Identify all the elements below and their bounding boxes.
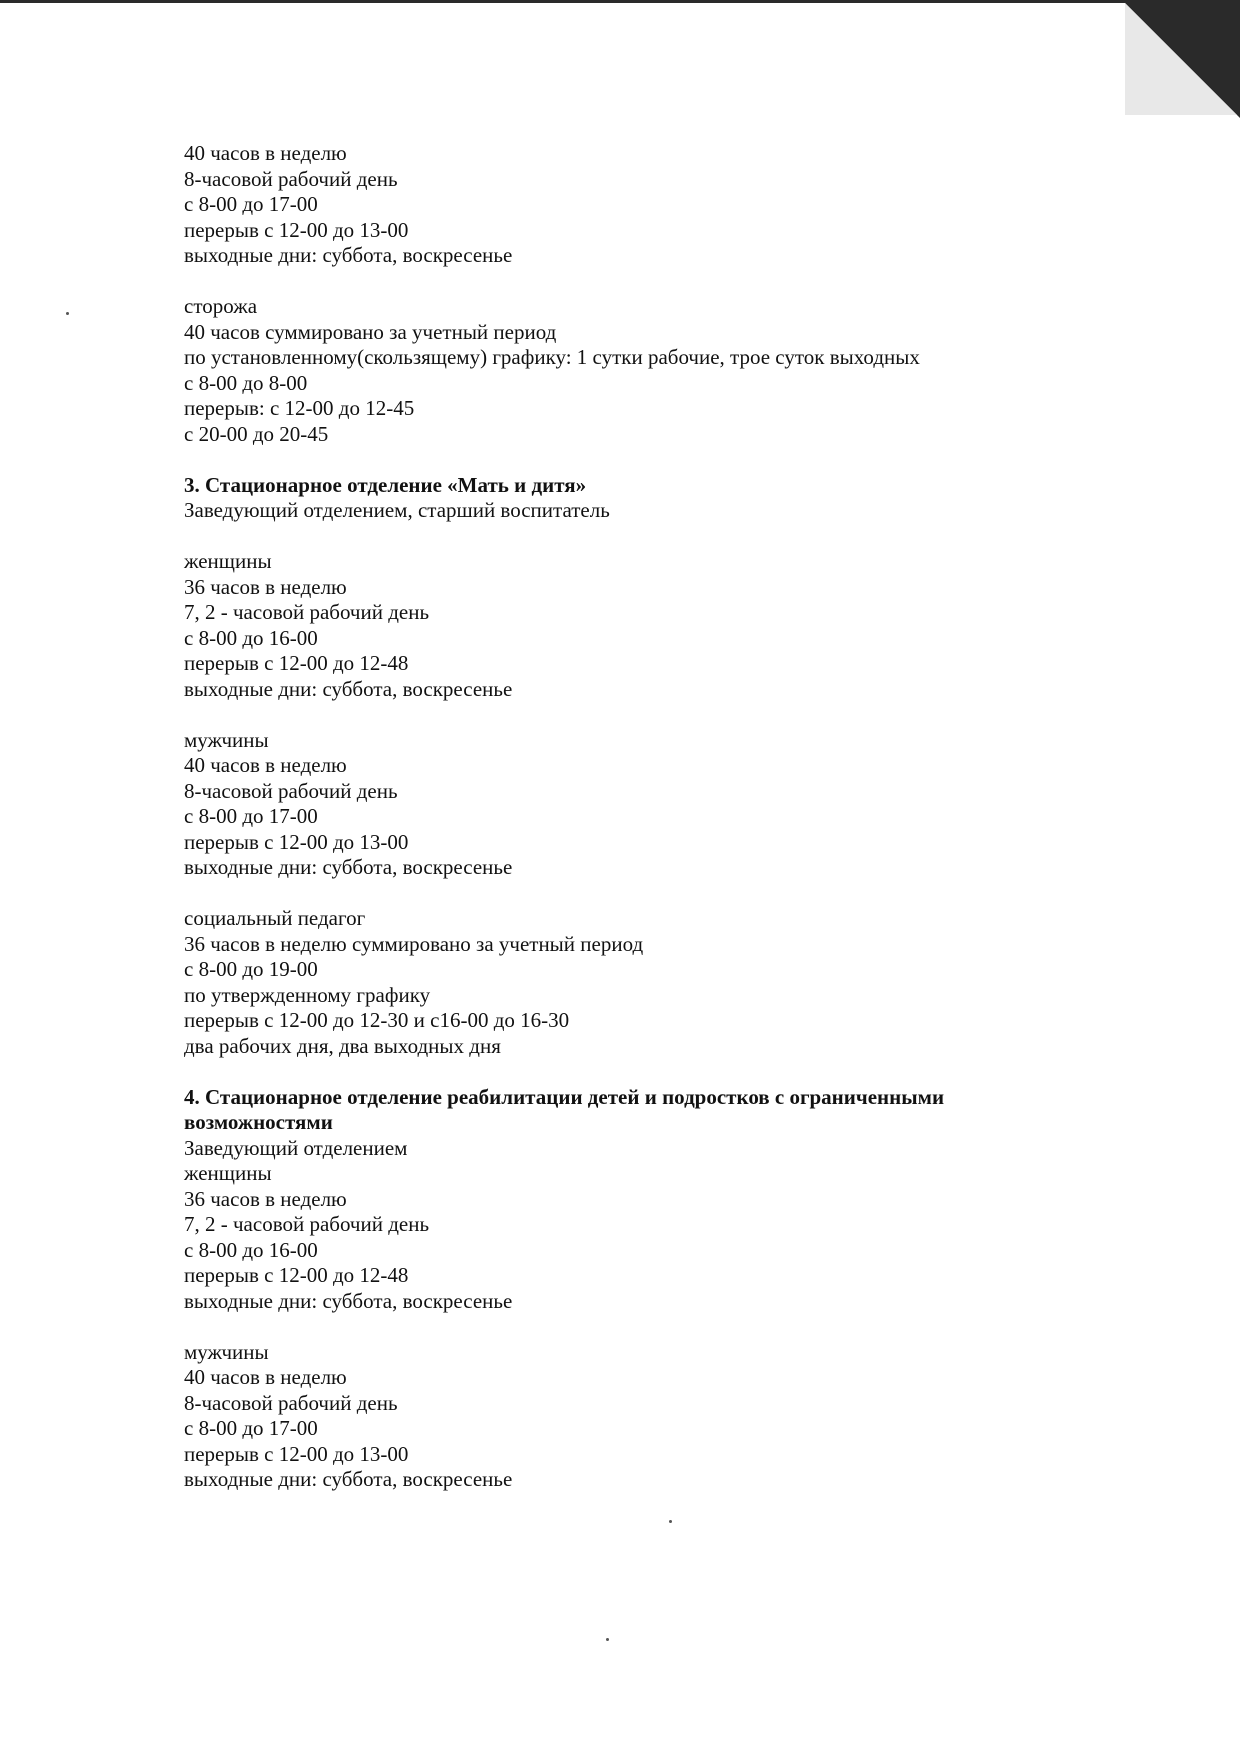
text-line: 40 часов суммировано за учетный период xyxy=(184,319,557,344)
text-line: мужчины xyxy=(184,1339,269,1364)
text-line: с 8-00 до 17-00 xyxy=(184,192,318,216)
text-line: выходные дни: суббота, воскресенье xyxy=(184,676,513,701)
blank-line xyxy=(184,1059,1184,1085)
blank-line xyxy=(184,447,1184,473)
blank-line xyxy=(184,702,1184,728)
scan-speck xyxy=(669,1520,672,1523)
text-line: сторожа xyxy=(184,294,258,318)
text-line: выходные дни: суббота, воскресенье xyxy=(184,1288,513,1313)
text-line: по утвержденному графику xyxy=(184,982,431,1007)
text-line: выходные дни: суббота, воскресенье xyxy=(184,243,513,267)
text-line: 8-часовой рабочий день xyxy=(184,1390,398,1415)
text-line: перерыв с 12-00 до 13-00 xyxy=(184,217,409,242)
text-line: социальный педагог xyxy=(184,906,366,930)
text-line: 8-часовой рабочий день xyxy=(184,778,398,803)
text-line: женщины xyxy=(184,549,272,573)
page-corner-fold xyxy=(1125,3,1237,115)
text-line: перерыв: с 12-00 до 12-45 xyxy=(184,396,415,420)
text-line: перерыв с 12-00 до 13-00 xyxy=(184,1441,409,1466)
text-line: с 8-00 до 16-00 xyxy=(184,1237,318,1262)
text-line: 7, 2 - часовой рабочий день xyxy=(184,1212,430,1236)
text-line: Заведующий отделением xyxy=(184,1135,408,1160)
section-heading: 3. Стационарное отделение «Мать и дитя» xyxy=(184,472,587,497)
text-line: 36 часов в неделю xyxy=(184,574,347,599)
blank-line xyxy=(184,1314,1184,1340)
text-line: перерыв с 12-00 до 12-30 и с16-00 до 16-30 xyxy=(184,1008,570,1032)
blank-line xyxy=(184,269,1184,295)
scan-speck xyxy=(66,312,69,315)
scan-border xyxy=(0,0,1240,3)
text-line: по установленному(скользящему) графику: 1 сутки рабочие, трое суток выходных xyxy=(184,345,920,369)
text-line: с 8-00 до 19-00 xyxy=(184,957,318,981)
scan-speck xyxy=(606,1638,609,1641)
section-heading: возможностями xyxy=(184,1110,333,1134)
text-line: 36 часов в неделю xyxy=(184,1186,347,1211)
text-line: 8-часовой рабочий день xyxy=(184,166,398,191)
text-line: выходные дни: суббота, воскресенье xyxy=(184,1467,513,1491)
text-line: 40 часов в неделю xyxy=(184,141,347,165)
document-body xyxy=(184,141,1184,1493)
text-line: перерыв с 12-00 до 13-00 xyxy=(184,829,409,854)
text-line: мужчины xyxy=(184,727,269,752)
text-line: с 8-00 до 17-00 xyxy=(184,804,318,828)
blank-line xyxy=(184,881,1184,907)
text-line: перерыв с 12-00 до 12-48 xyxy=(184,1263,409,1287)
text-line: с 20-00 до 20-45 xyxy=(184,421,329,446)
text-line: с 8-00 до 8-00 xyxy=(184,370,308,395)
text-line: 40 часов в неделю xyxy=(184,753,347,777)
text-line: 40 часов в неделю xyxy=(184,1365,347,1389)
text-line: 36 часов в неделю суммировано за учетный период xyxy=(184,931,644,956)
text-line: с 8-00 до 16-00 xyxy=(184,625,318,650)
text-line: перерыв с 12-00 до 12-48 xyxy=(184,651,409,675)
text-line: с 8-00 до 17-00 xyxy=(184,1416,318,1440)
text-line: женщины xyxy=(184,1161,272,1185)
text-line: выходные дни: суббота, воскресенье xyxy=(184,855,513,879)
text-line: два рабочих дня, два выходных дня xyxy=(184,1033,501,1058)
blank-line xyxy=(184,524,1184,550)
text-line: 7, 2 - часовой рабочий день xyxy=(184,600,430,624)
section-heading: 4. Стационарное отделение реабилитации детей и подростков с ограниченными xyxy=(184,1084,945,1109)
text-line: Заведующий отделением, старший воспитатель xyxy=(184,498,610,522)
